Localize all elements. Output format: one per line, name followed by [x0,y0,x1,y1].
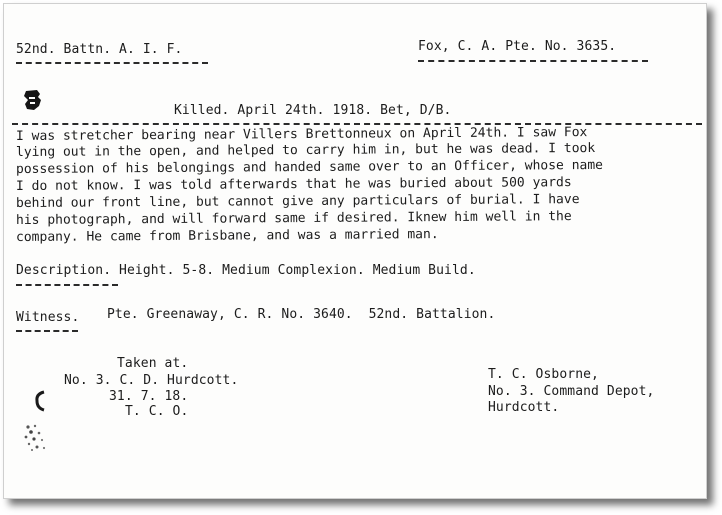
statement-line: behind our front line, but cannot give any particulars of burial. I have [15,192,580,211]
witness-underline [16,330,78,332]
statement-line: his photograph, and will forward same if desired. Iknew him well in the [15,209,572,228]
soldier-heading: Fox, C. A. Pte. No. 3635. [418,39,617,54]
statement-line: lying out in the open, and helped to carry him in, but he was dead. I took [15,140,596,160]
statement-line: company. He came from Brisbane, and was a married man. [15,227,439,245]
signature-location: Hurdcott. [488,400,560,415]
taken-at-date: 31. 7. 18. [109,389,189,404]
statement-line: I do not know. I was told afterwards that he was buried about 500 yards [15,175,572,194]
signature-unit: No. 3. Command Depot, [488,384,655,399]
description-underline [16,284,118,286]
soldier-underline [418,60,648,62]
taken-at-place: No. 3. C. D. Hurdcott. [64,373,239,388]
witness-details: Pte. Greenaway, C. R. No. 3640. 52nd. Battalion. [107,307,496,322]
unit-heading: 52nd. Battn. A. I. F. [16,42,183,57]
punch-hole-mark [33,389,49,413]
signature-name: T. C. Osborne, [488,367,599,382]
statement-line: possession of his belongings and handed same over to an Officer, whose name [15,157,604,177]
status-rule [12,123,702,125]
taken-at-label: Taken at. [117,356,189,371]
statement-line: I was stretcher bearing near Villers Brettonneux on April 24th. I saw Fox [15,125,588,144]
unit-underline [16,62,208,64]
description-line: Description. Height. 5-8. Medium Complexion. Medium Build. [16,263,476,278]
ink-stamp-mark [22,88,44,112]
taken-at-initials: T. C. O. [125,404,189,419]
smudge-mark [20,422,50,454]
status-line: Killed. April 24th. 1918. Bet, D/B. [174,103,452,118]
document-card [3,3,707,499]
witness-label: Witness. [16,310,80,325]
